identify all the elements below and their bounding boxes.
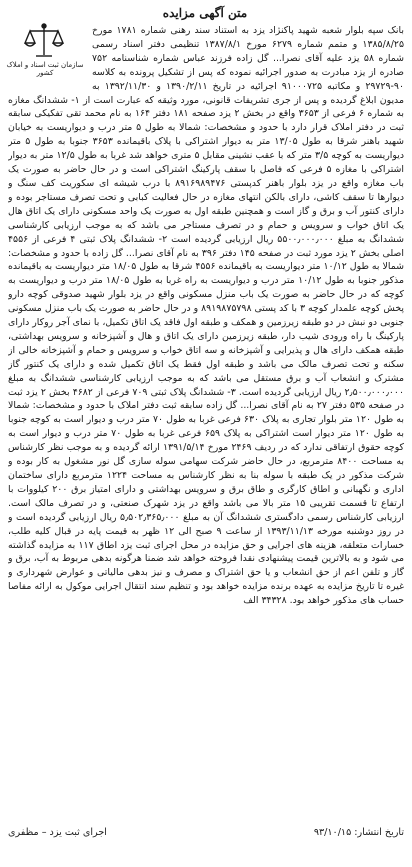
org-label: سازمان ثبت اسناد و املاک کشور (6, 61, 84, 77)
publish-date: تاریخ انتشار: ۹۳/۱۰/۱۵ (313, 827, 404, 838)
notice-body-text: بانک سپه بلوار شعبه شهید پاکنژاد یزد به استناد سند رهنی شماره ۱۷۸۱ مورخ ۱۳۸۵/۸/۲۵ و متمم شماره ۶۲۷۹ مورخ ۱۳۸۷/۸/۱ تنظیمی دفتر اسناد رسمی شماره ۵۸ یزد علیه آقای نصرا... گل زاده فرزند عباس شماره شناسنامه ۷۵۲ صادره از یزد مبادرت به صدور اجرائیه نموده که پس از تشکیل پرونده به کلاسه ۹۰-۲۹۷۲۹ و مکاتبه ۹۱۰۰۰۷۲۵ اجرائیه در تاریخ ۱۳۹۰/۲/۱۱ و ۱۳۹۲/۱۱/۳۰ به مدیون ابلاغ گردیده و پس از جری تشریفات قانونی، مورد وثیقه که عبارت است از ۱- ششدانگ مغازه به شماره ۶ فرعی از ۳۶۵۳ واقع در بخش ۲ یزد صفحه ۱۸۱ دفتر ۱۶۴ به نام محمد تقی تفکیکی سابقه ثبت در دفتر املاک قرار دارد با حدود و مشخصات: شمالا به طول ۵ متر درب و دیواریست به خیابان شهید باهنر شرقا به طول ۱۳/۰۵ متر به دیوار اشتراکی با پلاک باقیمانده ۳۶۵۳ جنوبا به طول ۵ متر دیواریست به کوچه ۳/۵ متر که با عقب نشینی مقابل ۵ متری خواهد شد غربا به طول ۱۲/۵ متر به دیوار اشتراکی با مغازه ۵ فرعی که فاصل با سقف پارکینگ اشتراکی است و در حال حاضر به صورت یک باب مغازه واقع در یزد بلوار باهنر کدپستی ۸۹۱۶۹۸۹۴۷۶ با درب شیشه ای سکوریت کف سنگ و دیوارها تا سقف کاشی، دارای بالکن انتهای مغازه در حال فعالیت کبابی و تحت تصرف مستاجر بوده و دارای کنتور آب و برق و گاز است و همچنین طبقه اول به صورت یک واحد مسکونی دارای یک اتاق هال یک اتاق خواب و سرویس و حمام و در تصرف مستاجر می باشد که به موجب ارزیابی کارشناسی ششدانگ به مبلغ ۵۵۰۰٫۰۰۰٫۰۰۰ ریال ارزیابی گردیده است ۲- ششدانگ پلاک ثبتی ۴ فرعی از ۴۵۵۶ اصلی بخش ۲ یزد مورد ثبت در صفحه ۱۴۵ دفتر ۳۹۶ به نام آقای نصرا... گل زاده با حدود و مشخصات: شمالا به طول ۱۰/۱۲ متر دیواریست به باقیمانده ۴۵۵۶ شرقا به طول ۱۸/۰۵ متر دیواریست به باقیمانده مذکور جنوبا به طول ۱۰/۱۲ متر درب و دیواریست به راه غربا به طول ۱۸/۰۵ متر درب و دیواریست به کوچه که در حال حاضر به صورت یک باب منزل مسکونی واقع در یزد بلوار شهید صدوقی کوچه دارو پخش کوچه علمدار کوچه ۳ با کد پستی ۸۹۱۹۸۷۵۷۹۸ و در حال حاضر به صورت یک باب منزل مسکونی جنوبی دو نبش در دو طبقه زیرزمین و همکف و طبقه اول فاقد یک اتاق تکمیل، با نمای آجر روکار دارای پارکینگ با راه ورودی شیب دار، طبقه زیرزمین دارای یک اتاق و هال و آشپزخانه و سرویس بهداشتی، طبقه همکف دارای هال و پذیرایی و آشپزخانه و سه اتاق خواب و سرویس و حمام و آشپزخانه خالی از سکنه و تحت تصرف مالک می باشد و طبقه اول فقط یک اتاق تکمیل شده و دارای یک کنتور گاز مشترک و انشعاب آب و برق مستقل می باشد که به موجب ارزیابی کارشناسی ششدانگ به مبلغ ۲٫۵۰۰٫۰۰۰٫۰۰۰ ریال ارزیابی گردیده است. ۳- ششدانگ پلاک ثبتی ۷۰۹ فرعی از ۴۶۸۲ بخش ۲ یزد ثبت در صفحه ۵۳۵ دفتر ۲۷ به نام آقای نصرا... گل زاده سابقه ثبت دفتر املاک با حدود و مشخصات: شمالا به طول ۱۲۰ متر بلوار تجاری به پلاک ۶۳۰ فرعی غربا به طول ۷۰ متر درب و دیوار است به کوچه جنوبا به طول ۱۲۰ متر دیوار است اشتراکی به پلاک ۶۵۹ فرعی غربا به طول ۷۰ متر درب و دیوار است به کوچه حقوق ارتفاقی ندارد که در ردیف ۲۴۶۹ مورخ ۱۳۹۱/۵/۱۴ ارائه گردیده و به موجب نظر کارشناس به مساحت ۸۴۰۰ مترمربع، در حال حاضر شرکت سهامی سوله سازی گل نور مشغول به کار بوده و شرکت مذکور در یک طبقه با سوله بنا به نظر کارشناس به مساحت ۱۲۲۴ مترمربع دارای ساختمان اداری و نگهبانی و اطاق کارگری و طاق برق و سرویس بهداشتی و دارای امتیاز برق ۲۰۰ کیلووات با ارتفاع تا قسمت تقریبی ۱۵ متر بالا می باشد واقع در یزد شهرک صنعتی، و در تصرف مالک است. ارزیابی کارشناس رسمی دادگستری ششدانگ آن به مبلغ ۵٫۵۰۲٫۳۶۵٫۰۰۰ ریال ارزیابی گردیده است و در روز دوشنبه مورخه ۱۳۹۳/۱۱/۱۳ از ساعت ۹ صبح الی ۱۲ ظهر به قیمت پایه در قبال کلیه طلب، خسارات متعلقه، هزینه های اجرایی و حق مزایده در محل اجرای ثبت یزد اطاق ۱۱۷ به مزایده گذاشته می شود و به بالاترین قیمت پیشنهادی نقدا فروخته خواهد شد ضمنا هرگونه بدهی مربوط به آب، برق و گاز و تلفن اعم از حق انشعاب و یا حق اشتراک و مصرف و نیز بدهی مالیاتی و عوارض شهرداری و غیره تا تاریخ مزایده به عهده برنده مزایده خواهد بود و تنظیم سند انتقال اجرایی موکول به ارائه مفاصا حساب های مذکور خواهد بود. ۳۴۳۲۸ الف (8, 25, 404, 607)
notice-body (8, 24, 404, 826)
notice-title: متن آگهی مزایده (162, 6, 248, 20)
emblem-spacer (8, 24, 92, 88)
notice-footer (8, 826, 404, 840)
issuer-signature: اجرای ثبت یزد – مظفری (8, 827, 107, 838)
